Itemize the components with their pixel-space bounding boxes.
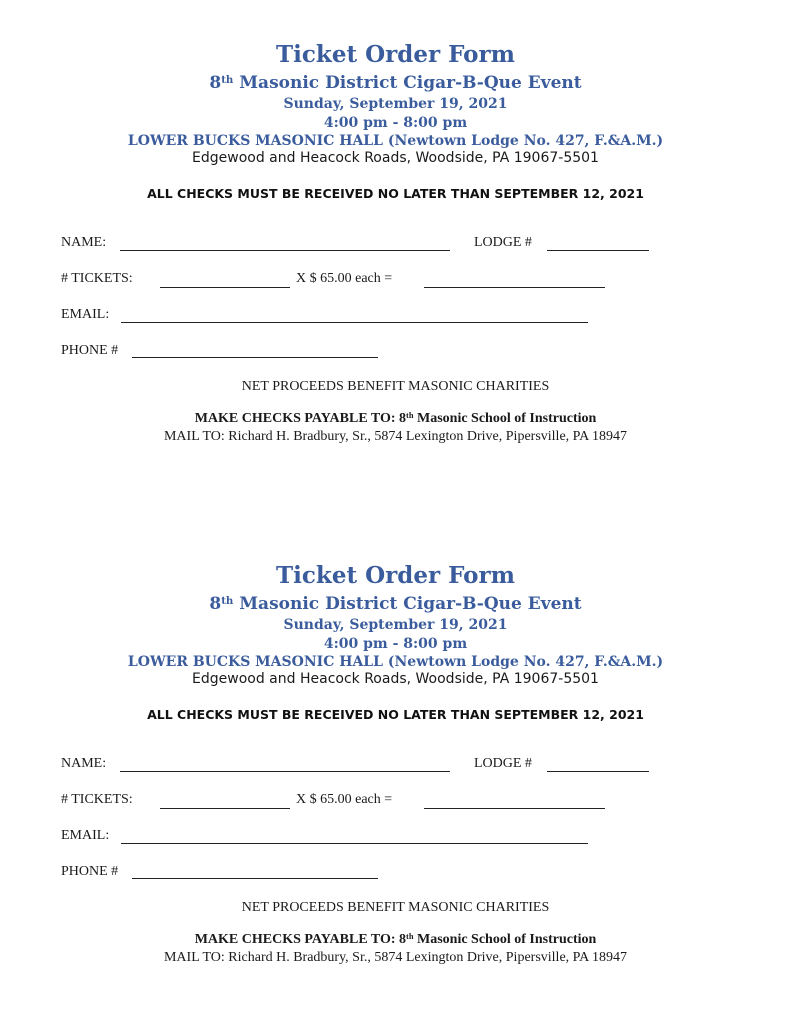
event-name: [0, 594, 791, 614]
event-ordinal-suffix: th: [221, 595, 234, 608]
event-venue: LOWER BUCKS MASONIC HALL (Newtown Lodge No. 427, F.&A.M.): [127, 133, 664, 149]
lodge-field[interactable]: [547, 250, 649, 251]
mail-to-address: MAIL TO: Richard H. Bradbury, Sr., 5874 Lexington Drive, Pipersville, PA 18947: [163, 429, 627, 444]
email-field[interactable]: [121, 843, 588, 844]
tickets-field[interactable]: [160, 808, 290, 809]
email-field[interactable]: [121, 322, 588, 323]
phone-field[interactable]: [132, 357, 378, 358]
total-field[interactable]: [424, 287, 605, 288]
ticket-order-form-1: [0, 0, 791, 512]
email-label: EMAIL:: [61, 828, 110, 843]
ticket-price-text: X $ 65.00 each =: [296, 792, 393, 807]
payable-prefix: MAKE CHECKS PAYABLE TO: 8: [194, 932, 407, 947]
phone-label: PHONE #: [61, 343, 119, 358]
event-time: 4:00 pm - 8:00 pm: [323, 636, 468, 652]
ticket-price-text: X $ 65.00 each =: [296, 271, 393, 286]
event-address: Edgewood and Heacock Roads, Woodside, PA 19067-5501: [192, 671, 599, 687]
payable-name: Masonic School of Instruction: [413, 411, 597, 426]
lodge-field[interactable]: [547, 771, 649, 772]
tickets-label: # TICKETS:: [61, 792, 133, 807]
name-label: NAME:: [61, 756, 107, 771]
total-field[interactable]: [424, 808, 605, 809]
name-field[interactable]: [120, 771, 450, 772]
form-title: Ticket Order Form: [276, 41, 515, 68]
lodge-label: LODGE #: [474, 756, 532, 771]
email-label: EMAIL:: [61, 307, 110, 322]
event-ordinal-suffix: th: [221, 74, 234, 87]
event-date: Sunday, September 19, 2021: [283, 96, 508, 112]
tickets-label: # TICKETS:: [61, 271, 133, 286]
event-title: Masonic District Cigar-B-Que Event: [239, 73, 582, 93]
net-proceeds-note: NET PROCEEDS BENEFIT MASONIC CHARITIES: [241, 900, 550, 915]
payable-prefix: MAKE CHECKS PAYABLE TO: 8: [194, 411, 407, 426]
name-field[interactable]: [120, 250, 450, 251]
phone-field[interactable]: [132, 878, 378, 879]
event-venue: LOWER BUCKS MASONIC HALL (Newtown Lodge No. 427, F.&A.M.): [127, 654, 664, 670]
phone-label: PHONE #: [61, 864, 119, 879]
check-deadline: ALL CHECKS MUST BE RECEIVED NO LATER THAN SEPTEMBER 12, 2021: [147, 186, 644, 201]
lodge-label: LODGE #: [474, 235, 532, 250]
ticket-order-form-2: [0, 521, 791, 1033]
event-ordinal: 8: [209, 73, 222, 93]
name-label: NAME:: [61, 235, 107, 250]
event-name: [0, 73, 791, 93]
payable-to: [0, 932, 791, 948]
mail-to-address: MAIL TO: Richard H. Bradbury, Sr., 5874 Lexington Drive, Pipersville, PA 18947: [163, 950, 627, 965]
check-deadline: ALL CHECKS MUST BE RECEIVED NO LATER THAN SEPTEMBER 12, 2021: [147, 707, 644, 722]
event-date: Sunday, September 19, 2021: [283, 617, 508, 633]
event-time: 4:00 pm - 8:00 pm: [323, 115, 468, 131]
payable-suffix: th: [406, 932, 414, 942]
payable-name: Masonic School of Instruction: [413, 932, 597, 947]
net-proceeds-note: NET PROCEEDS BENEFIT MASONIC CHARITIES: [241, 379, 550, 394]
event-title: Masonic District Cigar-B-Que Event: [239, 594, 582, 614]
tickets-field[interactable]: [160, 287, 290, 288]
payable-to: [0, 411, 791, 427]
event-address: Edgewood and Heacock Roads, Woodside, PA 19067-5501: [192, 150, 599, 166]
event-ordinal: 8: [209, 594, 222, 614]
payable-suffix: th: [406, 411, 414, 421]
form-title: Ticket Order Form: [276, 562, 515, 589]
